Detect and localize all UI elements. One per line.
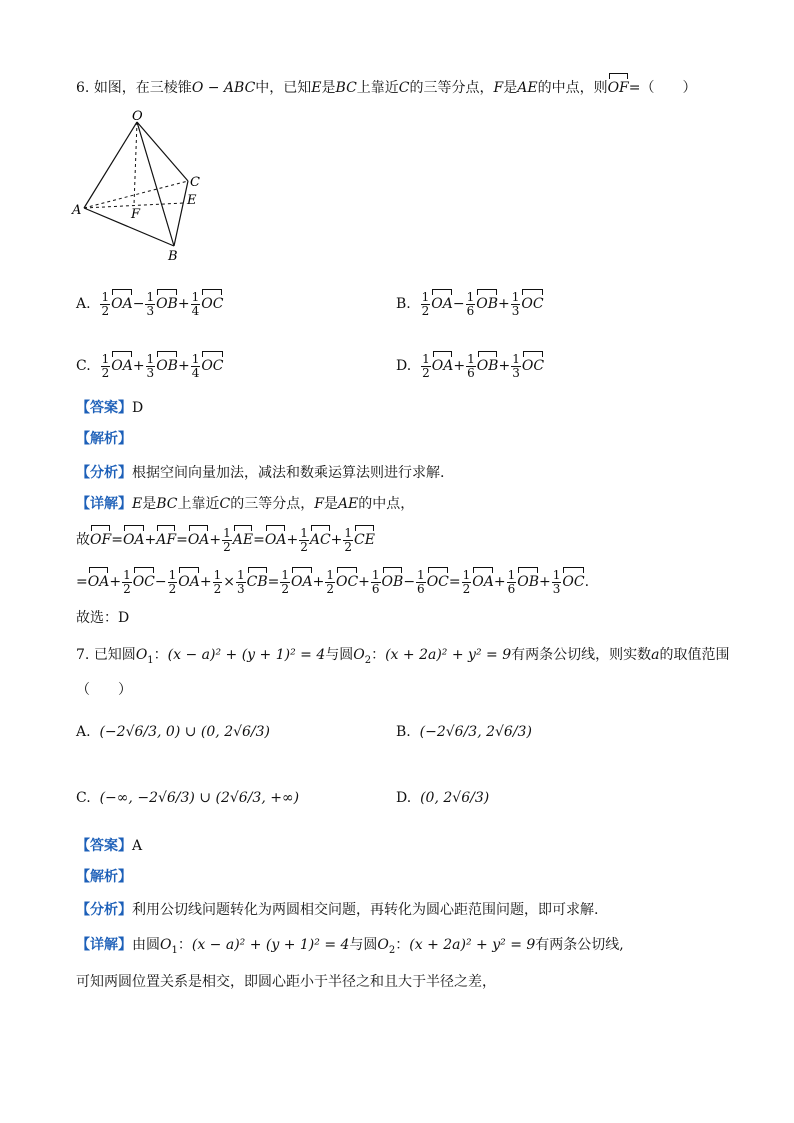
q6-number: 6. [76,80,90,96]
sign: − [452,296,465,312]
coefficient: $\frac{1}{2}$ [101,289,110,318]
q6-option-b: B. $\frac{1}{2}$ OA− $\frac{1}{6}$ OB+ $\frac{1}{3}$ OC [396,289,544,318]
q6-stem-math: F [493,80,504,96]
edge-OA [84,122,137,208]
q6-stem-math: O − ABC [191,80,256,96]
option-label: C. [76,358,91,374]
answer-tag: 【答案】 [76,400,132,416]
q7-number: 7. [76,647,90,663]
label-C: C [190,175,200,190]
edge-AB [84,208,174,246]
option-label: B. [396,296,411,312]
text: ： [395,937,410,953]
text: 的三等分点， [230,496,315,512]
option-label: D. [396,790,412,806]
label-A: A [72,203,82,218]
edge-AC-hidden [84,181,188,208]
q7-option-d [396,788,489,808]
analysis-tag: 【解析】 [76,431,132,447]
q6-option-d: D. $\frac{1}{2}$ OA+ $\frac{1}{6}$ OB+ $\frac{1}{3}$ OC [396,351,545,380]
xiangjie-tag: 【详解】 [76,937,132,953]
text: 有两条公切线，则实数 [511,647,652,663]
label-E: E [187,193,197,208]
q6-stem-text: =（ ） [628,80,697,96]
text: 与圆 [349,937,378,953]
derivation-line-2: =OA+ $\frac{1}{2}$ OC− $\frac{1}{2}$ OA+ $\frac{1}{2}$ × $\frac{1}{3}$ CB= $\frac{1}{2}$ OA+ $\frac{1}{2}$ OC+ $\frac{1}{6}$ OB− $\frac{1}{6}$ OC= $\frac{1}{2}$ OA+ $\frac{1}{6}$ OB+ $\frac{1}{3}$ OC. [76,567,590,596]
edge-OB [137,122,174,246]
math: a [651,647,660,663]
label-B: B [168,249,178,264]
equation-circle-2: (x + 2a)² + y² = 9 [409,937,536,953]
sign: + [132,358,145,374]
equation-circle-2: (x + 2a)² + y² = 9 [385,647,512,663]
coefficient: $\frac{1}{2}$ [421,289,430,318]
option-label: A. [76,724,91,740]
math: F [314,496,324,512]
q6-stem-text: 上靠近 [356,80,399,96]
text: 是 [142,496,157,512]
math: BC [156,496,178,512]
coefficient: $\frac{1}{2}$ [101,351,110,380]
q6-xiangjie [76,494,414,514]
q6-stem-text: 是 [321,80,336,96]
text: 的取值范围 [659,647,730,663]
circle-O1: O [135,647,148,663]
label-O: O [132,109,143,124]
gu-label: 故 [76,532,90,548]
sign: + [177,296,190,312]
q6-option-a: A. $\frac{1}{2}$ OA− $\frac{1}{3}$ OB+ $\frac{1}{4}$ OC [76,289,224,318]
analysis-tag: 【解析】 [76,869,132,885]
text: ： [153,647,168,663]
coefficient: $\frac{1}{3}$ [146,351,155,380]
coefficient: $\frac{1}{6}$ [466,289,475,318]
tetrahedron-figure [70,108,220,264]
q7-paren [76,680,132,700]
circle-O2: O [353,647,365,663]
coefficient: $\frac{1}{4}$ [191,351,200,380]
fenxi-text: 根据空间向量加法，减法和数乘运算法则进行求解. [132,465,445,481]
option-text: (−2√6/3, 2√6/3) [419,724,532,740]
text: 的中点， [358,496,415,512]
text: 可知两圆位置关系是相交，即圆心距小于半径之和且大于半径之差， [76,974,496,990]
coefficient: $\frac{1}{3}$ [146,289,155,318]
text: ： [177,937,192,953]
option-label: C. [76,790,91,806]
q7-analysis-heading [76,867,132,887]
fenxi-text: 利用公切线问题转化为两圆相交问题，再转化为圆心距范围问题，即可求解. [132,902,599,918]
q6-option-c: C. $\frac{1}{2}$ OA+ $\frac{1}{3}$ OB+ $\frac{1}{4}$ OC [76,351,224,380]
sign: + [177,358,190,374]
text: （ ） [76,682,132,698]
q6-stem-math: E [311,80,322,96]
coefficient: $\frac{1}{6}$ [467,351,475,380]
subscript: 1 [147,654,154,666]
circle-O1: O [160,937,172,953]
text: 上靠近 [177,496,220,512]
q7-option-b [396,722,532,742]
q6-stem-math: AE [517,80,538,96]
q7-last-line [76,972,496,992]
q7-xiangjie [76,935,624,961]
coefficient: $\frac{1}{4}$ [191,289,200,318]
sign: − [132,296,145,312]
option-text: (−2√6/3, 0) ∪ (0, 2√6/3) [99,724,271,740]
text: ： [371,647,386,663]
q7-answer [76,836,142,856]
subscript: 2 [364,654,372,666]
equation-circle-1: (x − a)² + (y + 1)² = 4 [167,647,326,663]
sign: + [453,358,466,374]
text: 已知圆 [93,647,136,663]
option-text: (0, 2√6/3) [420,790,490,806]
coefficient: $\frac{1}{3}$ [511,289,520,318]
fenxi-tag: 【分析】 [76,465,132,481]
math: C [219,496,231,512]
answer-tag: 【答案】 [76,838,132,854]
answer-value: A [132,838,143,854]
derivation-line-1: 故OF=OA+AF=OA+ $\frac{1}{2}$ AE=OA+ $\frac{1}{2}$ AC+ $\frac{1}{2}$ CE [76,525,375,554]
q6-stem [76,72,697,98]
q6-fenxi [76,463,444,483]
text: 由圆 [132,937,160,953]
option-label: D. [396,358,412,374]
segment-OF [134,122,137,205]
guxuan-text: 故选：D [76,610,130,626]
subscript: 1 [171,944,178,956]
math: E [132,496,143,512]
q7-option-c [76,788,299,808]
answer-value: D [132,400,144,416]
q6-stem-math: BC [335,80,357,96]
text: 有两条公切线, [535,937,624,953]
q6-stem-text: 是 [503,80,518,96]
subscript: 2 [388,944,396,956]
sign: + [498,296,510,312]
coefficient: $\frac{1}{3}$ [512,351,520,380]
text: 是 [323,496,338,512]
math: AE [337,496,359,512]
sign: + [498,358,511,374]
q6-stem-text: 如图，在三棱锥 [93,80,192,96]
q6-stem-text: 的三等分点， [409,80,494,96]
option-label: B. [396,724,411,740]
circle-O2: O [377,937,389,953]
q7-option-a [76,722,270,742]
fenxi-tag: 【分析】 [76,902,132,918]
xiangjie-tag: 【详解】 [76,496,132,512]
q6-stem-math: C [398,80,410,96]
q6-analysis-heading [76,429,132,449]
q6-stem-text: 的中点，则 [537,80,608,96]
q6-stem-text: 中，已知 [255,80,312,96]
q7-fenxi [76,900,598,920]
q7-stem [76,645,729,671]
label-F: F [131,207,141,222]
vector-OF: OF [608,72,629,98]
equation-circle-1: (x − a)² + (y + 1)² = 4 [191,937,350,953]
edge-OC [137,122,188,181]
option-label: A. [76,296,91,312]
text: 与圆 [325,647,354,663]
edge-BC [174,181,188,246]
option-text: (−∞, −2√6/3) ∪ (2√6/3, +∞) [99,790,300,806]
coefficient: $\frac{1}{2}$ [422,351,430,380]
q6-conclusion [76,608,129,628]
q6-answer [76,398,143,418]
